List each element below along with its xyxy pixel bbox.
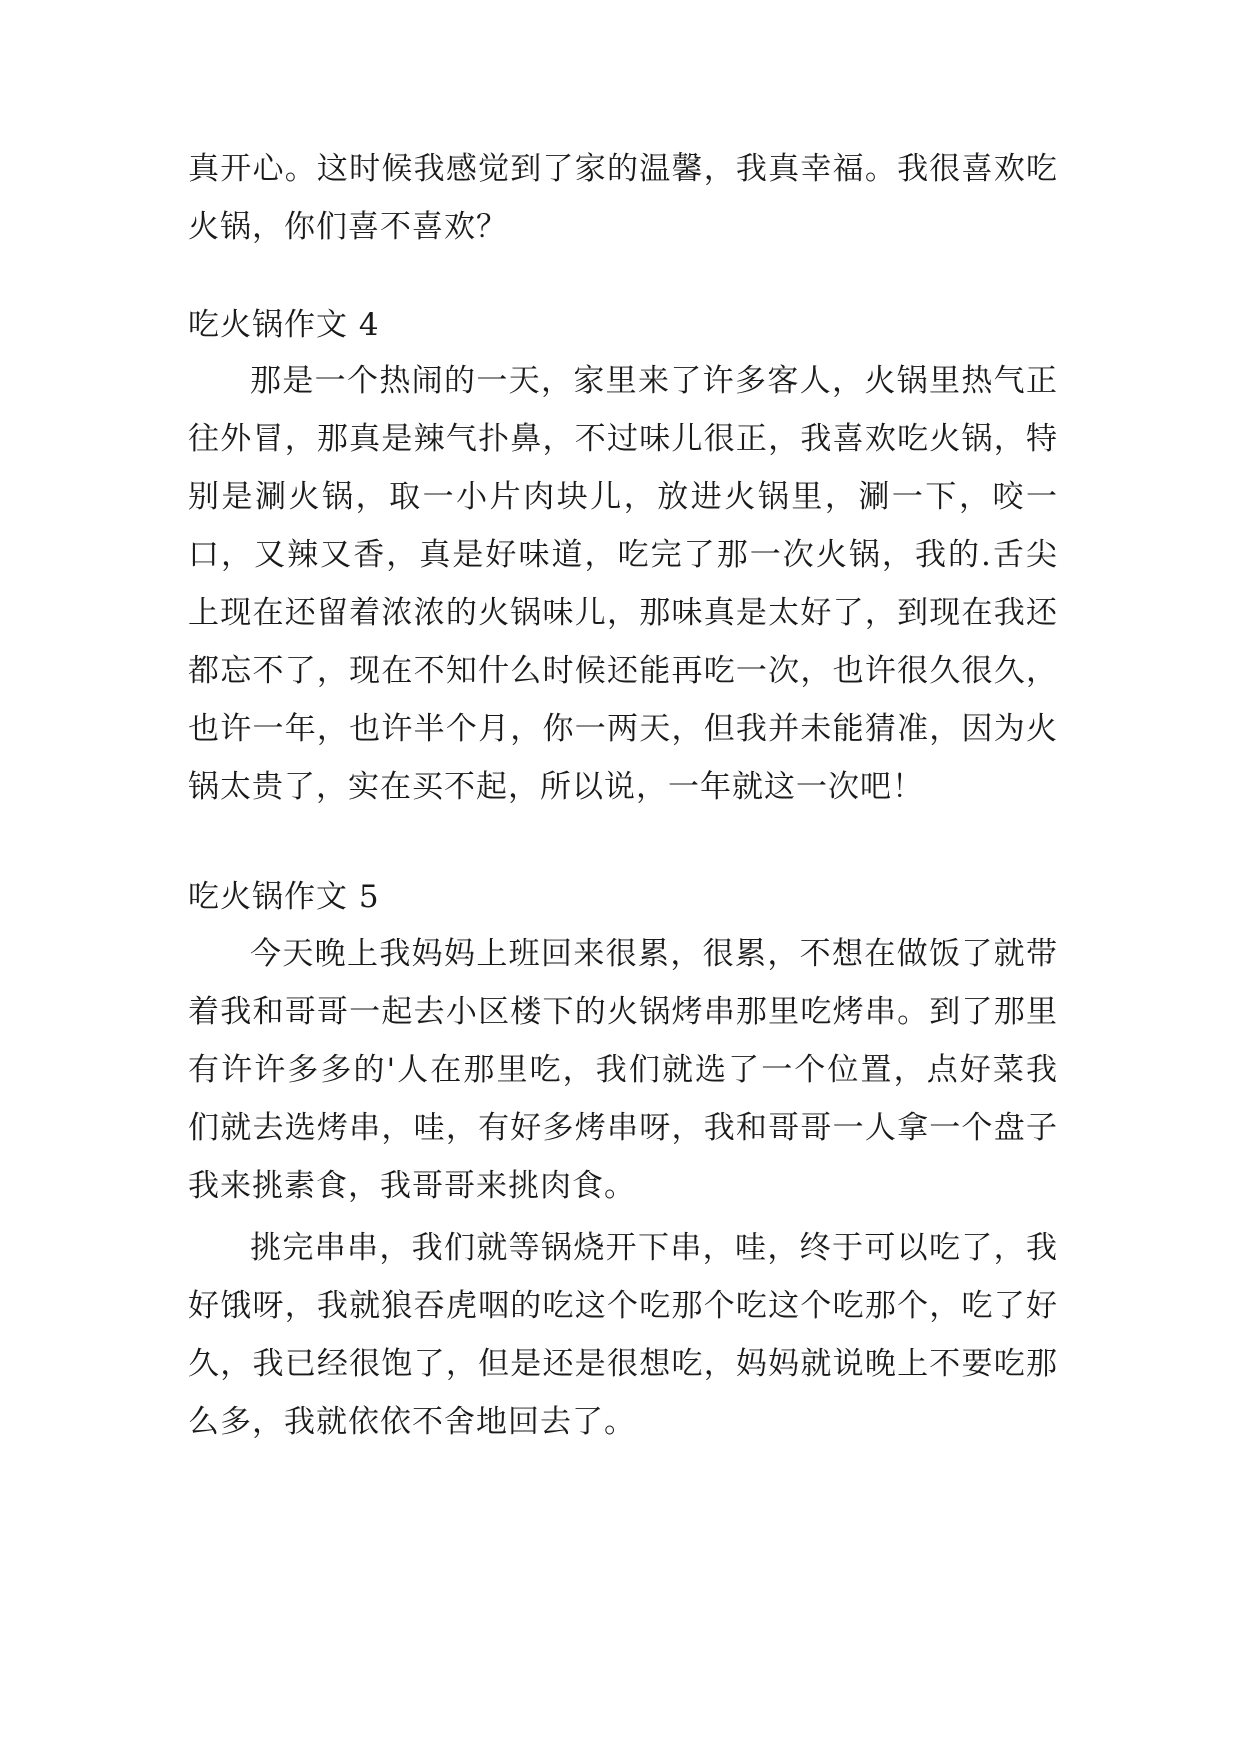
continuation-text-block [188,140,1058,256]
essay-5-paragraph-1: 今天晚上我妈妈上班回来很累，很累，不想在做饭了就带着我和哥哥一起去小区楼下的火锅烤串那里吃烤串。到了那里有许许多多的'人在那里吃，我们就选了一个位置，点好菜我们就去选烤串，哇，有好多烤串呀，我和哥哥一人拿一个盘子我来挑素食，我哥哥来挑肉食。 [188,936,1058,1204]
essay-4-title: 吃火锅作文 4 [188,307,380,343]
continuation-paragraph: 真开心。这时候我感觉到了家的温馨，我真幸福。我很喜欢吃火锅，你们喜不喜欢？ [188,151,1058,245]
essay-5-body [188,925,1058,1451]
essay-4-body [188,352,1058,816]
essay-5-title: 吃火锅作文 5 [188,879,380,915]
essay-4-paragraph-1: 那是一个热闹的一天，家里来了许多客人，火锅里热气正往外冒，那真是辣气扑鼻，不过味儿很正，我喜欢吃火锅，特别是涮火锅，取一小片肉块儿，放进火锅里，涮一下，咬一口，又辣又香，真是好味道，吃完了那一次火锅，我的.舌尖上现在还留着浓浓的火锅味儿，那味真是太好了，到现在我还都忘不了，现在不知什么时候还能再吃一次，也许很久很久，也许一年，也许半个月，你一两天，但我并未能猜准，因为火锅太贵了，实在买不起，所以说，一年就这一次吧！ [188,363,1058,805]
essay-5-paragraph-2: 挑完串串，我们就等锅烧开下串，哇，终于可以吃了，我好饿呀，我就狼吞虎咽的吃这个吃那个吃这个吃那个，吃了好久，我已经很饱了，但是还是很想吃，妈妈就说晚上不要吃那么多，我就依依不舍地回去了。 [188,1230,1058,1440]
